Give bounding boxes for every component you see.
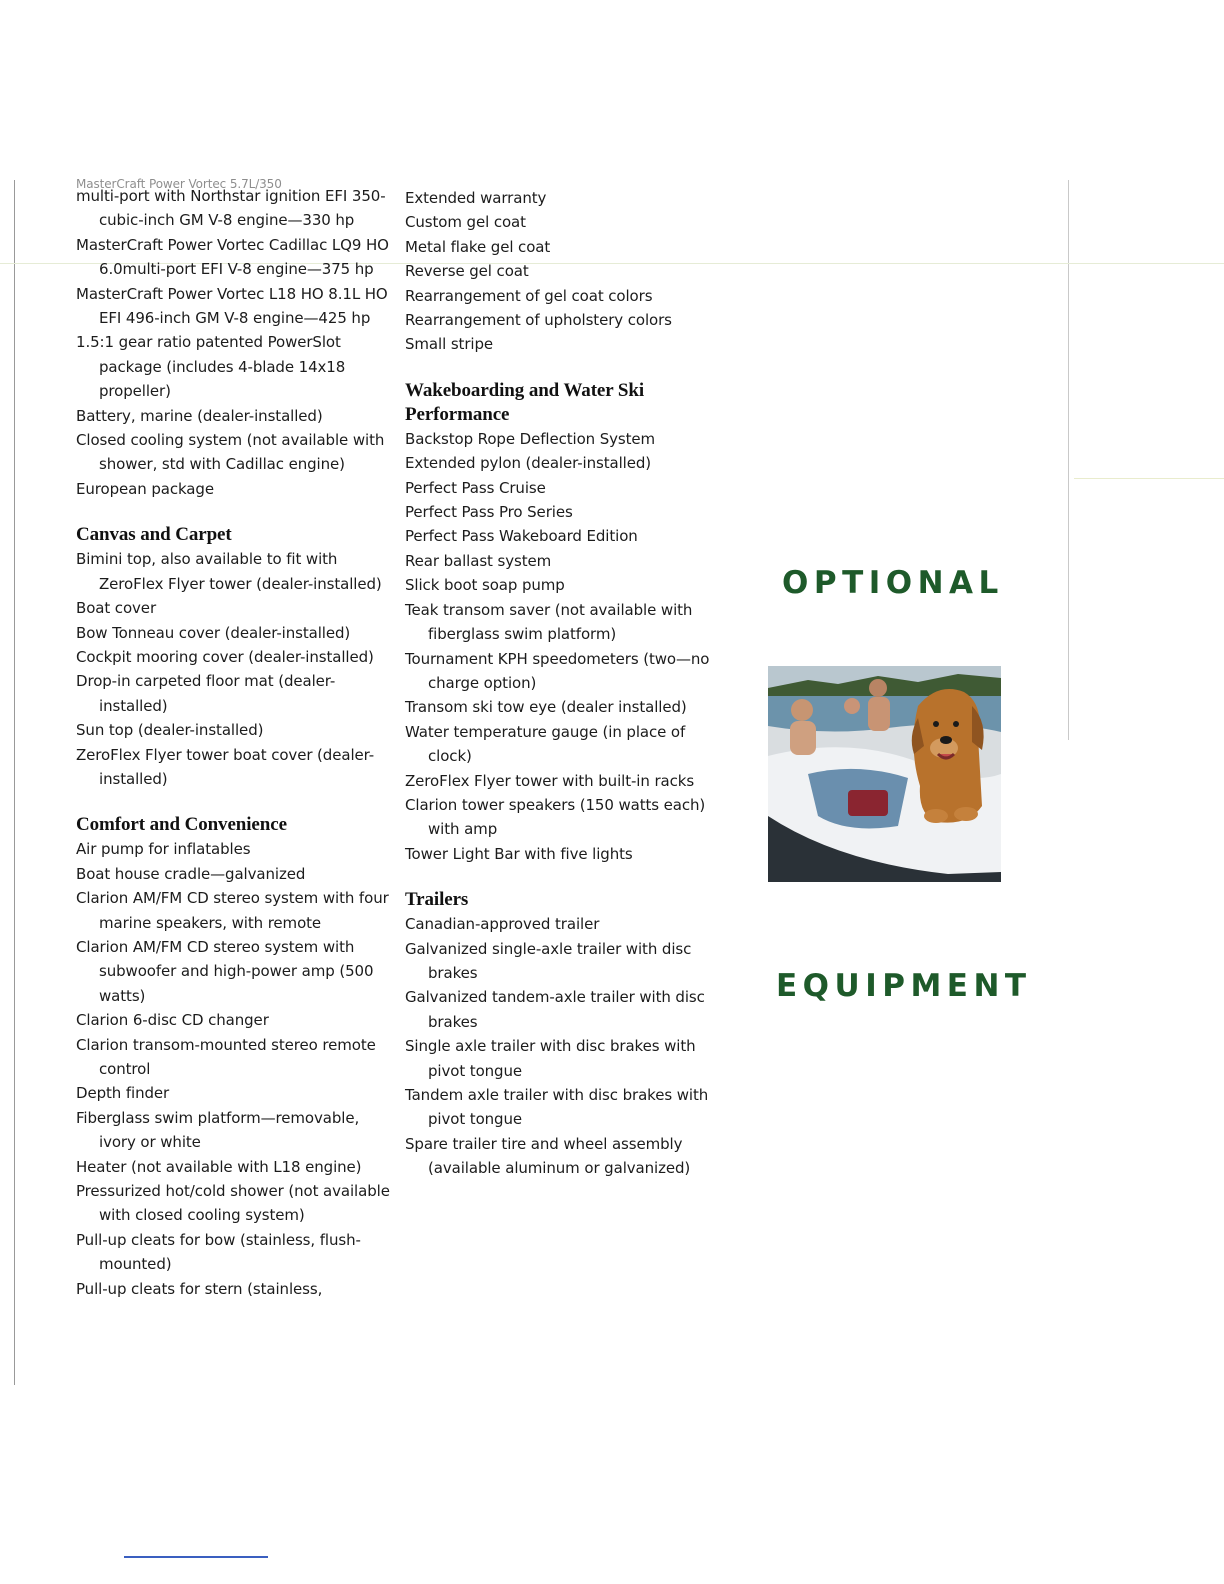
list-item: Extended warranty [405,189,547,207]
list-item: Closed cooling system (not available with shower, std with Cadillac engine) [76,431,385,474]
list-item: Transom ski tow eye (dealer installed) [405,698,687,717]
list-item: Spare trailer tire and wheel assembly (available aluminum or galvanized) [405,1134,691,1178]
section-continued [405,186,725,357]
list-item: Bimini top, also available to fit with ZeroFlex Flyer tower (dealer-installed) [76,550,382,593]
section-title: Canvas and Carpet [76,524,232,546]
list-item: Drop-in carpeted floor mat (dealer-installed) [76,672,336,715]
section-title: Trailers [405,889,469,911]
list-item: Reverse gel coat [405,262,529,281]
section-continued [76,184,396,501]
list-item: Boat house cradle—galvanized [76,864,306,883]
section-title: Comfort and Convenience [76,814,287,836]
list-item: Clarion transom-mounted stereo remote control [76,1035,376,1078]
list-item: Fiberglass swim platform—removable, ivory or white [76,1108,360,1152]
list-item: Perfect Pass Cruise [405,478,546,497]
cutoff-line: MasterCraft Power Vortec 5.7L/350 [76,177,282,191]
list-item: Galvanized tandem-axle trailer with disc brakes [405,988,705,1031]
list-item: Extended pylon (dealer-installed) [405,454,652,473]
list-item: Rearrangement of gel coat colors [405,286,653,305]
list-item: Pull-up cleats for stern (stainless, [76,1279,323,1298]
photo-illustration [768,666,1001,882]
list-item: Custom gel coat [405,213,526,232]
list-item: Rearrangement of upholstery colors [405,311,672,330]
list-item: Tandem axle trailer with disc brakes with pivot tongue [405,1086,709,1129]
heading-equipment: EQUIPMENT [776,968,1032,1004]
list-item: MasterCraft Power Vortec Cadillac LQ9 HO 6.0multi-port EFI V-8 engine—375 hp [76,235,389,279]
list-item: Perfect Pass Pro Series [405,503,573,522]
scan-line-mid [1074,478,1224,479]
list-item: Tower Light Bar with five lights [405,844,633,863]
list-item: Boat cover [76,599,157,618]
list-item: Clarion AM/FM CD stereo system with subwoofer and high-power amp (500 watts) [76,937,374,1005]
list-item: Clarion 6-disc CD changer [76,1011,269,1030]
list-item: multi-port with Northstar ignition EFI 350-cubic-inch GM V-8 engine—330 hp [76,187,386,230]
section-title: Wakeboarding and Water Ski Performance [405,379,645,425]
list-item: Clarion AM/FM CD stereo system with four marine speakers, with remote [76,889,389,932]
list-item: ZeroFlex Flyer tower boat cover (dealer-installed) [76,745,375,788]
list-item: Tournament KPH speedometers (two—no charge option) [405,649,710,692]
list-item: Sun top (dealer-installed) [76,721,264,740]
list-item: Cockpit mooring cover (dealer-installed) [76,647,374,666]
list-item: Galvanized single-axle trailer with disc brakes [405,939,692,982]
section-comfort-and-convenience [76,813,396,1301]
section-trailers [405,888,725,1180]
list-item: ZeroFlex Flyer tower with built-in racks [405,771,695,790]
right-fold-rule [1068,180,1069,740]
right-column [405,186,725,1181]
section-canvas-and-carpet [76,523,396,791]
list-item: Air pump for inflatables [76,840,251,859]
list-item: Perfect Pass Wakeboard Edition [405,527,638,546]
list-item: 1.5:1 gear ratio patented PowerSlot package (includes 4-blade 14x18 propeller) [76,333,346,401]
list-item: Single axle trailer with disc brakes with pivot tongue [405,1037,696,1080]
list-item: Pressurized hot/cold shower (not available with closed cooling system) [76,1182,390,1225]
list-item: Metal flake gel coat [405,237,551,256]
left-margin-rule [14,180,15,1385]
list-item: Backstop Rope Deflection System [405,429,656,448]
list-item: Small stripe [405,335,494,354]
list-item: Teak transom saver (not available with fiberglass swim platform) [405,600,693,644]
left-column [76,177,396,1301]
list-item: Pull-up cleats for bow (stainless, flush-mounted) [76,1230,361,1274]
footer-rule [124,1556,268,1558]
section-wakeboarding-and-water-ski-performance [405,379,725,866]
list-item: Canadian-approved trailer [405,915,600,934]
heading-optional: OPTIONAL [782,565,1004,601]
list-item: European package [76,479,214,498]
list-item: Bow Tonneau cover (dealer-installed) [76,623,351,642]
list-item: Heater (not available with L18 engine) [76,1157,362,1176]
list-item: MasterCraft Power Vortec L18 HO 8.1L HO EFI 496-inch GM V-8 engine—425 hp [76,284,388,328]
list-item: Battery, marine (dealer-installed) [76,406,323,425]
list-item: Clarion tower speakers (150 watts each) with amp [405,795,706,839]
list-item: Water temperature gauge (in place of clock) [405,722,686,766]
list-item: Rear ballast system [405,551,552,570]
list-item: Depth finder [76,1084,170,1103]
list-item: Slick boot soap pump [405,576,565,595]
boat-with-dog-photo [768,666,1001,882]
